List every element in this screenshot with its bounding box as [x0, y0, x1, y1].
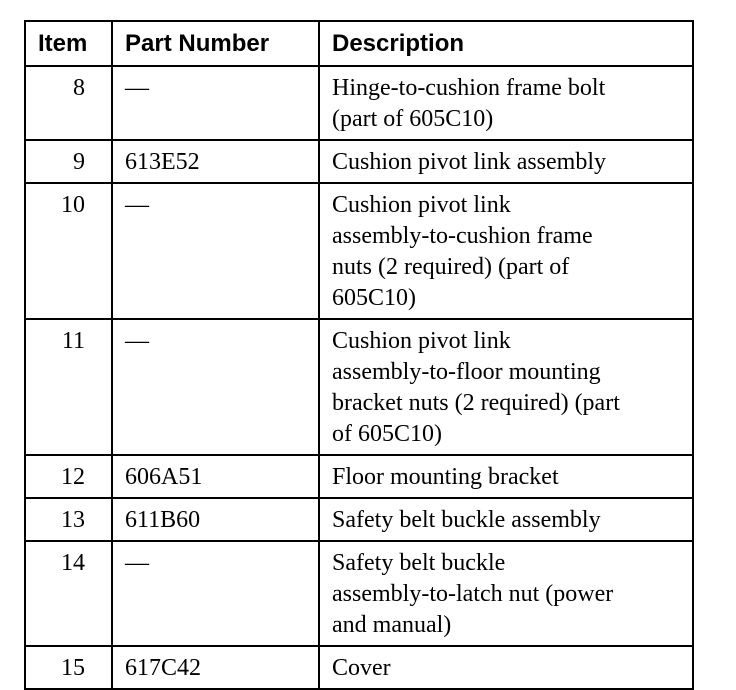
table-row [25, 183, 693, 319]
description-line: assembly-to-latch nut (power [332, 581, 614, 607]
description-line: of 605C10) [332, 421, 442, 447]
part-number: — [112, 183, 319, 319]
description-line: assembly-to-cushion frame [332, 223, 593, 249]
table-row [25, 541, 693, 646]
table-row [25, 66, 693, 140]
description [319, 455, 693, 498]
item-number: 12 [25, 455, 112, 498]
description-line: Floor mounting bracket [332, 464, 559, 490]
header-part-number: Part Number [112, 21, 319, 66]
description-line: Cushion pivot link assembly [332, 149, 607, 175]
description [319, 66, 693, 140]
item-number: 14 [25, 541, 112, 646]
table-header [25, 21, 693, 66]
description [319, 541, 693, 646]
description-line: Hinge-to-cushion frame bolt [332, 75, 606, 101]
part-number: — [112, 319, 319, 455]
table-row [25, 455, 693, 498]
description [319, 183, 693, 319]
item-number: 8 [25, 66, 112, 140]
table-row [25, 319, 693, 455]
table-row [25, 646, 693, 689]
header-description: Description [319, 21, 693, 66]
table-row [25, 140, 693, 183]
description [319, 319, 693, 455]
part-number: 613E52 [112, 140, 319, 183]
item-number: 10 [25, 183, 112, 319]
description-line: assembly-to-floor mounting [332, 359, 601, 385]
item-number: 15 [25, 646, 112, 689]
description-line: bracket nuts (2 required) (part [332, 390, 620, 416]
table-row [25, 498, 693, 541]
description-line: and manual) [332, 612, 452, 638]
part-number: 611B60 [112, 498, 319, 541]
description-line: 605C10) [332, 285, 416, 311]
table-body [25, 66, 693, 689]
part-number: — [112, 541, 319, 646]
part-number: 617C42 [112, 646, 319, 689]
description-line: Safety belt buckle [332, 550, 506, 576]
part-number: 606A51 [112, 455, 319, 498]
description [319, 498, 693, 541]
part-number: — [112, 66, 319, 140]
item-number: 11 [25, 319, 112, 455]
description-line: Safety belt buckle assembly [332, 507, 601, 533]
description [319, 646, 693, 689]
description-line: Cushion pivot link [332, 192, 511, 218]
description [319, 140, 693, 183]
description-line: Cover [332, 655, 391, 681]
item-number: 13 [25, 498, 112, 541]
description-line: Cushion pivot link [332, 328, 511, 354]
header-row [25, 21, 693, 66]
description-line: nuts (2 required) (part of [332, 254, 570, 280]
description-line: (part of 605C10) [332, 106, 494, 132]
item-number: 9 [25, 140, 112, 183]
parts-table [24, 20, 694, 690]
header-item: Item [25, 21, 112, 66]
